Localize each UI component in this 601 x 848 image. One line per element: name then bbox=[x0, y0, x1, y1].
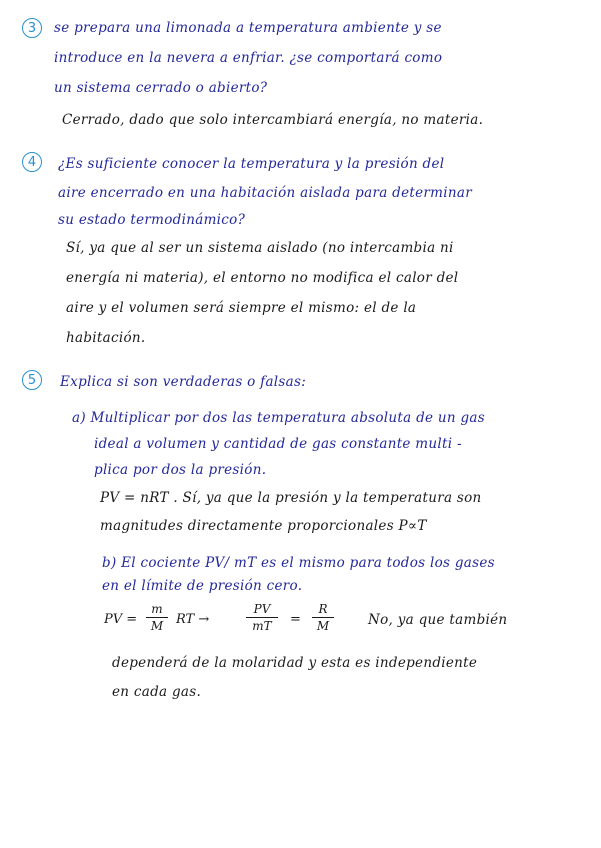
q5-prompt: Explica si son verdaderas o falsas: bbox=[60, 374, 307, 390]
q4-answer-line-2: energía ni materia), el entorno no modifica el calor del bbox=[66, 270, 459, 286]
q4-question-line-3: su estado termodinámico? bbox=[58, 212, 246, 228]
formula-fraction-m-over-M bbox=[146, 602, 168, 633]
q3-answer-line-1: Cerrado, dado que solo intercambiará energía, no materia. bbox=[62, 112, 484, 128]
q4-answer-line-4: habitación. bbox=[66, 330, 146, 346]
formula-fraction-PV-over-mT bbox=[246, 602, 278, 633]
q4-question-line-2: aire encerrado en una habitación aislada para determinar bbox=[58, 185, 472, 201]
formula-mid: RT → bbox=[176, 612, 210, 627]
question-3-number: 3 bbox=[27, 20, 37, 36]
formula-fraction-1-numerator: m bbox=[151, 602, 163, 616]
formula-fraction-R-over-M bbox=[312, 602, 334, 633]
question-5-number-badge bbox=[22, 370, 42, 390]
formula-fraction-3-denominator: M bbox=[316, 619, 330, 634]
question-5-number: 5 bbox=[27, 372, 37, 388]
q3-question-line-2: introduce en la nevera a enfriar. ¿se comportará como bbox=[54, 50, 443, 66]
question-4-number-badge bbox=[22, 152, 42, 172]
formula-equals: = bbox=[290, 612, 301, 627]
formula-fraction-2-denominator: mT bbox=[252, 619, 272, 634]
q5b-answer-line-2: dependerá de la molaridad y esta es independiente bbox=[112, 655, 478, 671]
q4-question-line-1: ¿Es suficiente conocer la temperatura y la presión del bbox=[58, 156, 445, 172]
formula-fraction-2-numerator: PV bbox=[253, 602, 271, 616]
q4-answer-line-1: Sí, ya que al ser un sistema aislado (no intercambia ni bbox=[66, 240, 454, 256]
q5a-statement-line-2: ideal a volumen y cantidad de gas constante multi - bbox=[94, 436, 462, 452]
q5a-answer-line-2: magnitudes directamente proporcionales P∝T bbox=[100, 518, 427, 534]
q3-question-line-3: un sistema cerrado o abierto? bbox=[54, 80, 268, 96]
q5b-statement-line-1: b) El cociente PV/ mT es el mismo para todos los gases bbox=[102, 555, 495, 571]
q5a-statement-line-1: a) Multiplicar por dos las temperatura absoluta de un gas bbox=[72, 410, 486, 426]
q3-question-line-1: se prepara una limonada a temperatura ambiente y se bbox=[54, 20, 442, 36]
question-4-number: 4 bbox=[27, 154, 37, 170]
formula-fraction-1-denominator: M bbox=[150, 619, 164, 634]
formula-fraction-1-bar bbox=[146, 617, 168, 618]
formula-fraction-2-bar bbox=[246, 617, 278, 618]
q4-answer-line-3: aire y el volumen será siempre el mismo: el de la bbox=[66, 300, 417, 316]
q5b-answer-line-3: en cada gas. bbox=[112, 684, 202, 700]
q5a-answer-line-1: PV = nRT . Sí, ya que la presión y la temperatura son bbox=[100, 490, 482, 506]
formula-lhs: PV = bbox=[104, 612, 138, 627]
q5a-statement-line-3: plica por dos la presión. bbox=[94, 462, 267, 478]
q5b-statement-line-2: en el límite de presión cero. bbox=[102, 578, 303, 594]
formula-fraction-3-numerator: R bbox=[318, 602, 328, 616]
formula-fraction-3-bar bbox=[312, 617, 334, 618]
question-3-number-badge bbox=[22, 18, 42, 38]
q5b-answer-line-1: No, ya que también bbox=[368, 612, 508, 628]
